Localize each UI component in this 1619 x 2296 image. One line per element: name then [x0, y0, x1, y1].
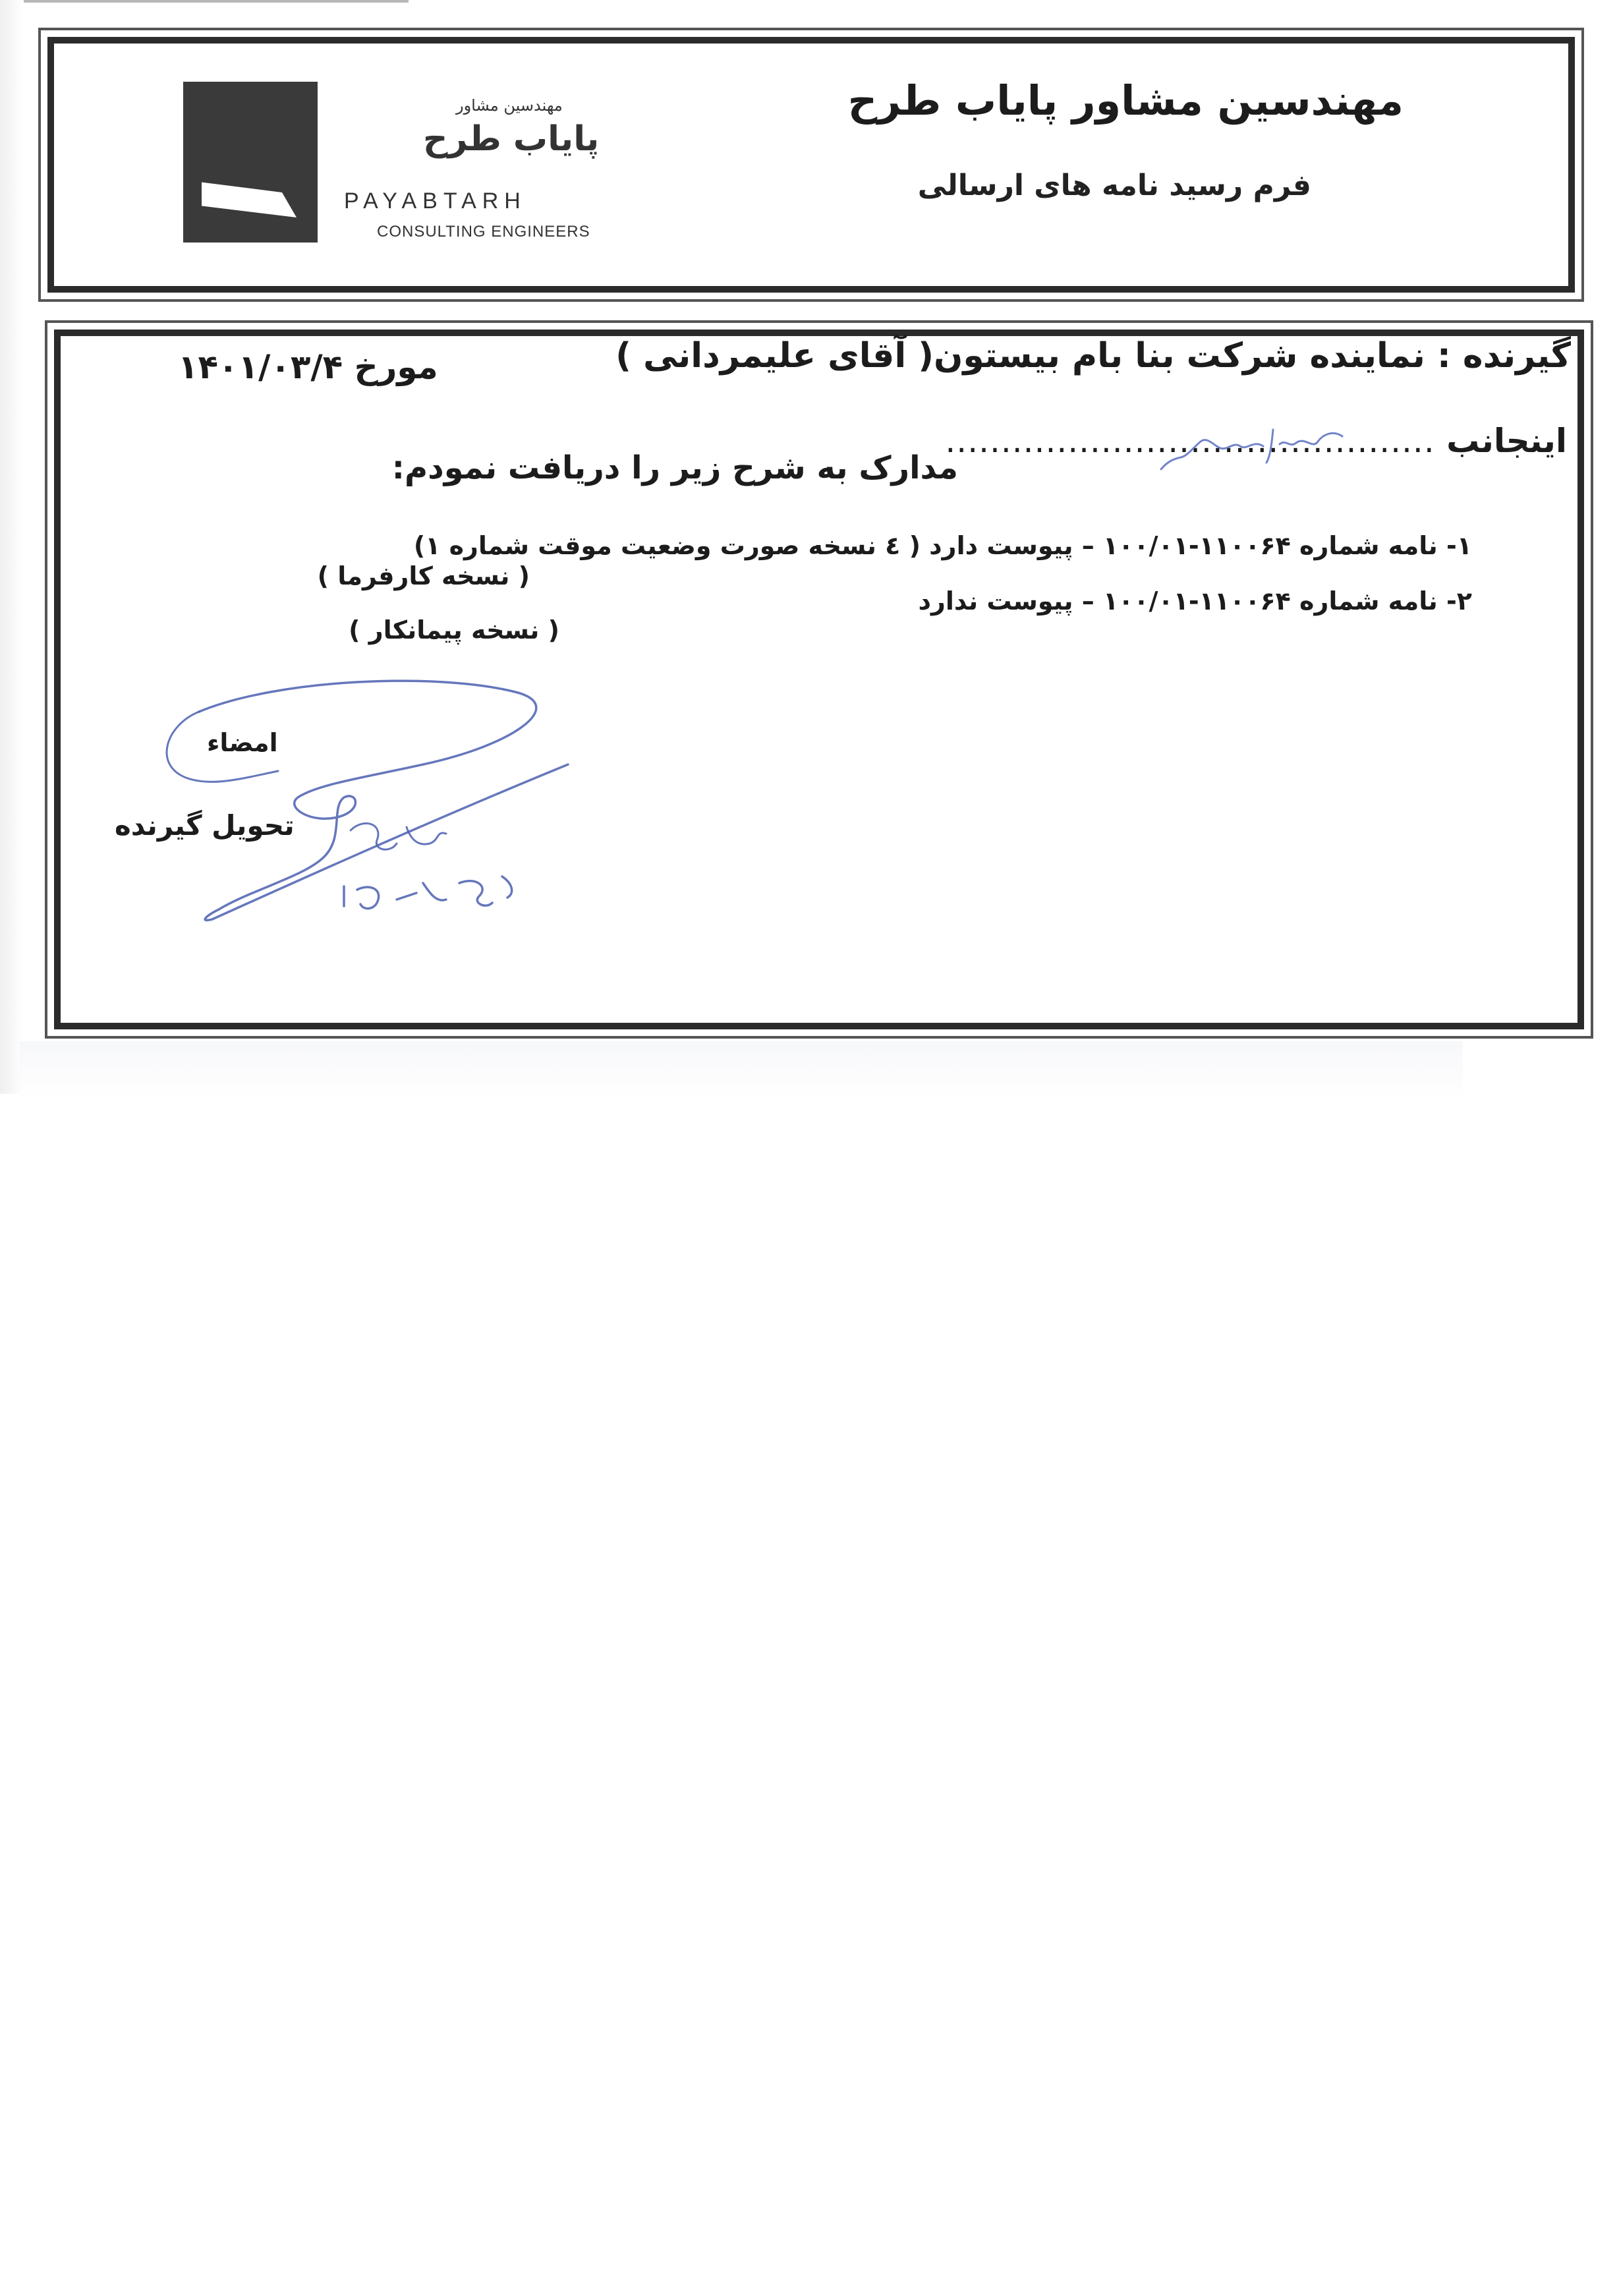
list-item: ۱- نامه شماره ۱۱۰۰۶۴-۱۰۰/۰۱ – پیوست دارد ( ٤ نسخه صورت وضعیت موقت شماره ۱) [413, 531, 1472, 560]
recipient-line: گیرنده : نماینده شرکت بنا بام بیستون( آقای علیمردانی ) [615, 336, 1571, 376]
logo-en-subtitle: CONSULTING ENGINEERS [377, 223, 590, 241]
list-item-continuation: ( نسخه کارفرما ) [317, 561, 530, 590]
declaration-prefix: اینجانب [1446, 422, 1567, 460]
scan-shadow-bottom [20, 1041, 1463, 1101]
scan-shadow [0, 0, 24, 1094]
company-title: مهندسین مشاور پایاب طرح [847, 76, 1404, 125]
scan-edge-line [0, 0, 409, 3]
list-item: ۲- نامه شماره ۱۱۰۰۶۴-۱۰۰/۰۱ – پیوست ندارد [918, 587, 1472, 616]
date-line: مورخ ۱۴۰۱/۰۳/۴ [178, 348, 438, 386]
logo-en-name: PAYABTARH [344, 188, 526, 214]
form-title: فرم رسید نامه های ارسالی [917, 169, 1311, 202]
logo-fa-small-text: مهندسین مشاور [456, 96, 563, 115]
list-item-continuation: ( نسخه پیمانکار ) [349, 616, 559, 645]
receiver-label: تحویل گیرنده [115, 809, 295, 842]
letterhead-frame [47, 37, 1575, 293]
declaration-dots: ............................................ [945, 422, 1435, 460]
logo-fa-name: پایاب طرح [423, 119, 600, 159]
handwritten-signature-icon [146, 666, 608, 929]
payabtarh-logo-icon [183, 82, 318, 243]
declaration-suffix: مدارک به شرح زیر را دریافت نمودم: [391, 449, 958, 486]
handwritten-name-icon [1154, 410, 1352, 476]
receipt-body-frame [54, 330, 1584, 1029]
signature-label: امضاء [207, 728, 278, 757]
